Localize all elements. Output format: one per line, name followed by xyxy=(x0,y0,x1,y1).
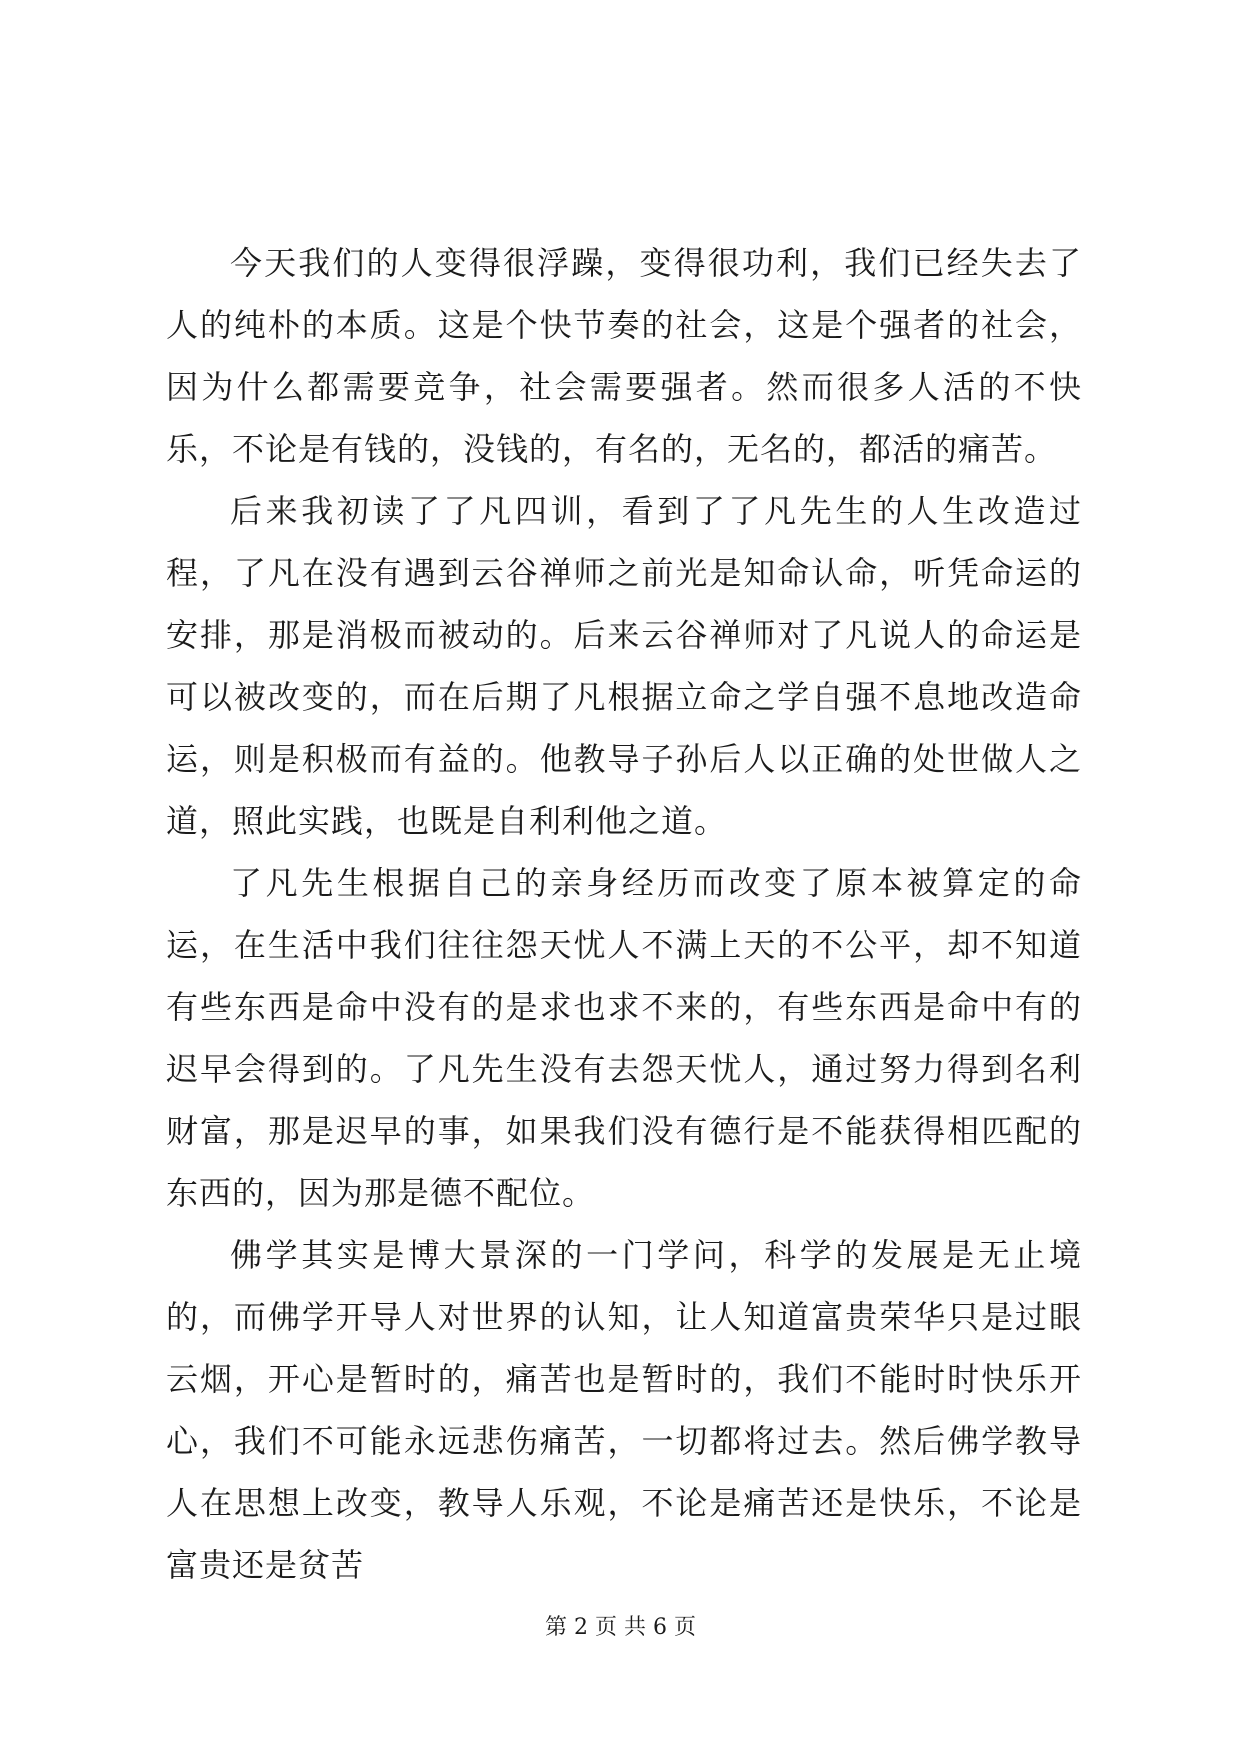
paragraph-1: 今天我们的人变得很浮躁，变得很功利，我们已经失去了人的纯朴的本质。这是个快节奏的社会，这是个强者的社会，因为什么都需要竞争，社会需要强者。然而很多人活的不快乐，不论是有钱的，没钱的，有名的，无名的，都活的痛苦。 xyxy=(166,244,1082,468)
page-number-footer: 第 2 页 共 6 页 xyxy=(545,1615,696,1640)
body-text xyxy=(166,232,1082,1596)
paragraph-3: 了凡先生根据自己的亲身经历而改变了原本被算定的命运，在生活中我们往往怨天忧人不满上天的不公平，却不知道有些东西是命中没有的是求也求不来的，有些东西是命中有的迟早会得到的。了凡先生没有去怨天忧人，通过努力得到名利财富，那是迟早的事，如果我们没有德行是不能获得相匹配的东西的，因为那是德不配位。 xyxy=(166,864,1082,1212)
paragraph-4: 佛学其实是博大景深的一门学问，科学的发展是无止境的，而佛学开导人对世界的认知，让人知道富贵荣华只是过眼云烟，开心是暂时的，痛苦也是暂时的，我们不能时时快乐开心，我们不可能永远悲伤痛苦，一切都将过去。然后佛学教导人在思想上改变，教导人乐观，不论是痛苦还是快乐，不论是富贵还是贫苦 xyxy=(166,1236,1082,1584)
paragraph-2: 后来我初读了了凡四训，看到了了凡先生的人生改造过程，了凡在没有遇到云谷禅师之前光是知命认命，听凭命运的安排，那是消极而被动的。后来云谷禅师对了凡说人的命运是可以被改变的，而在后期了凡根据立命之学自强不息地改造命运，则是积极而有益的。他教导子孙后人以正确的处世做人之道，照此实践，也既是自利利他之道。 xyxy=(166,492,1082,840)
